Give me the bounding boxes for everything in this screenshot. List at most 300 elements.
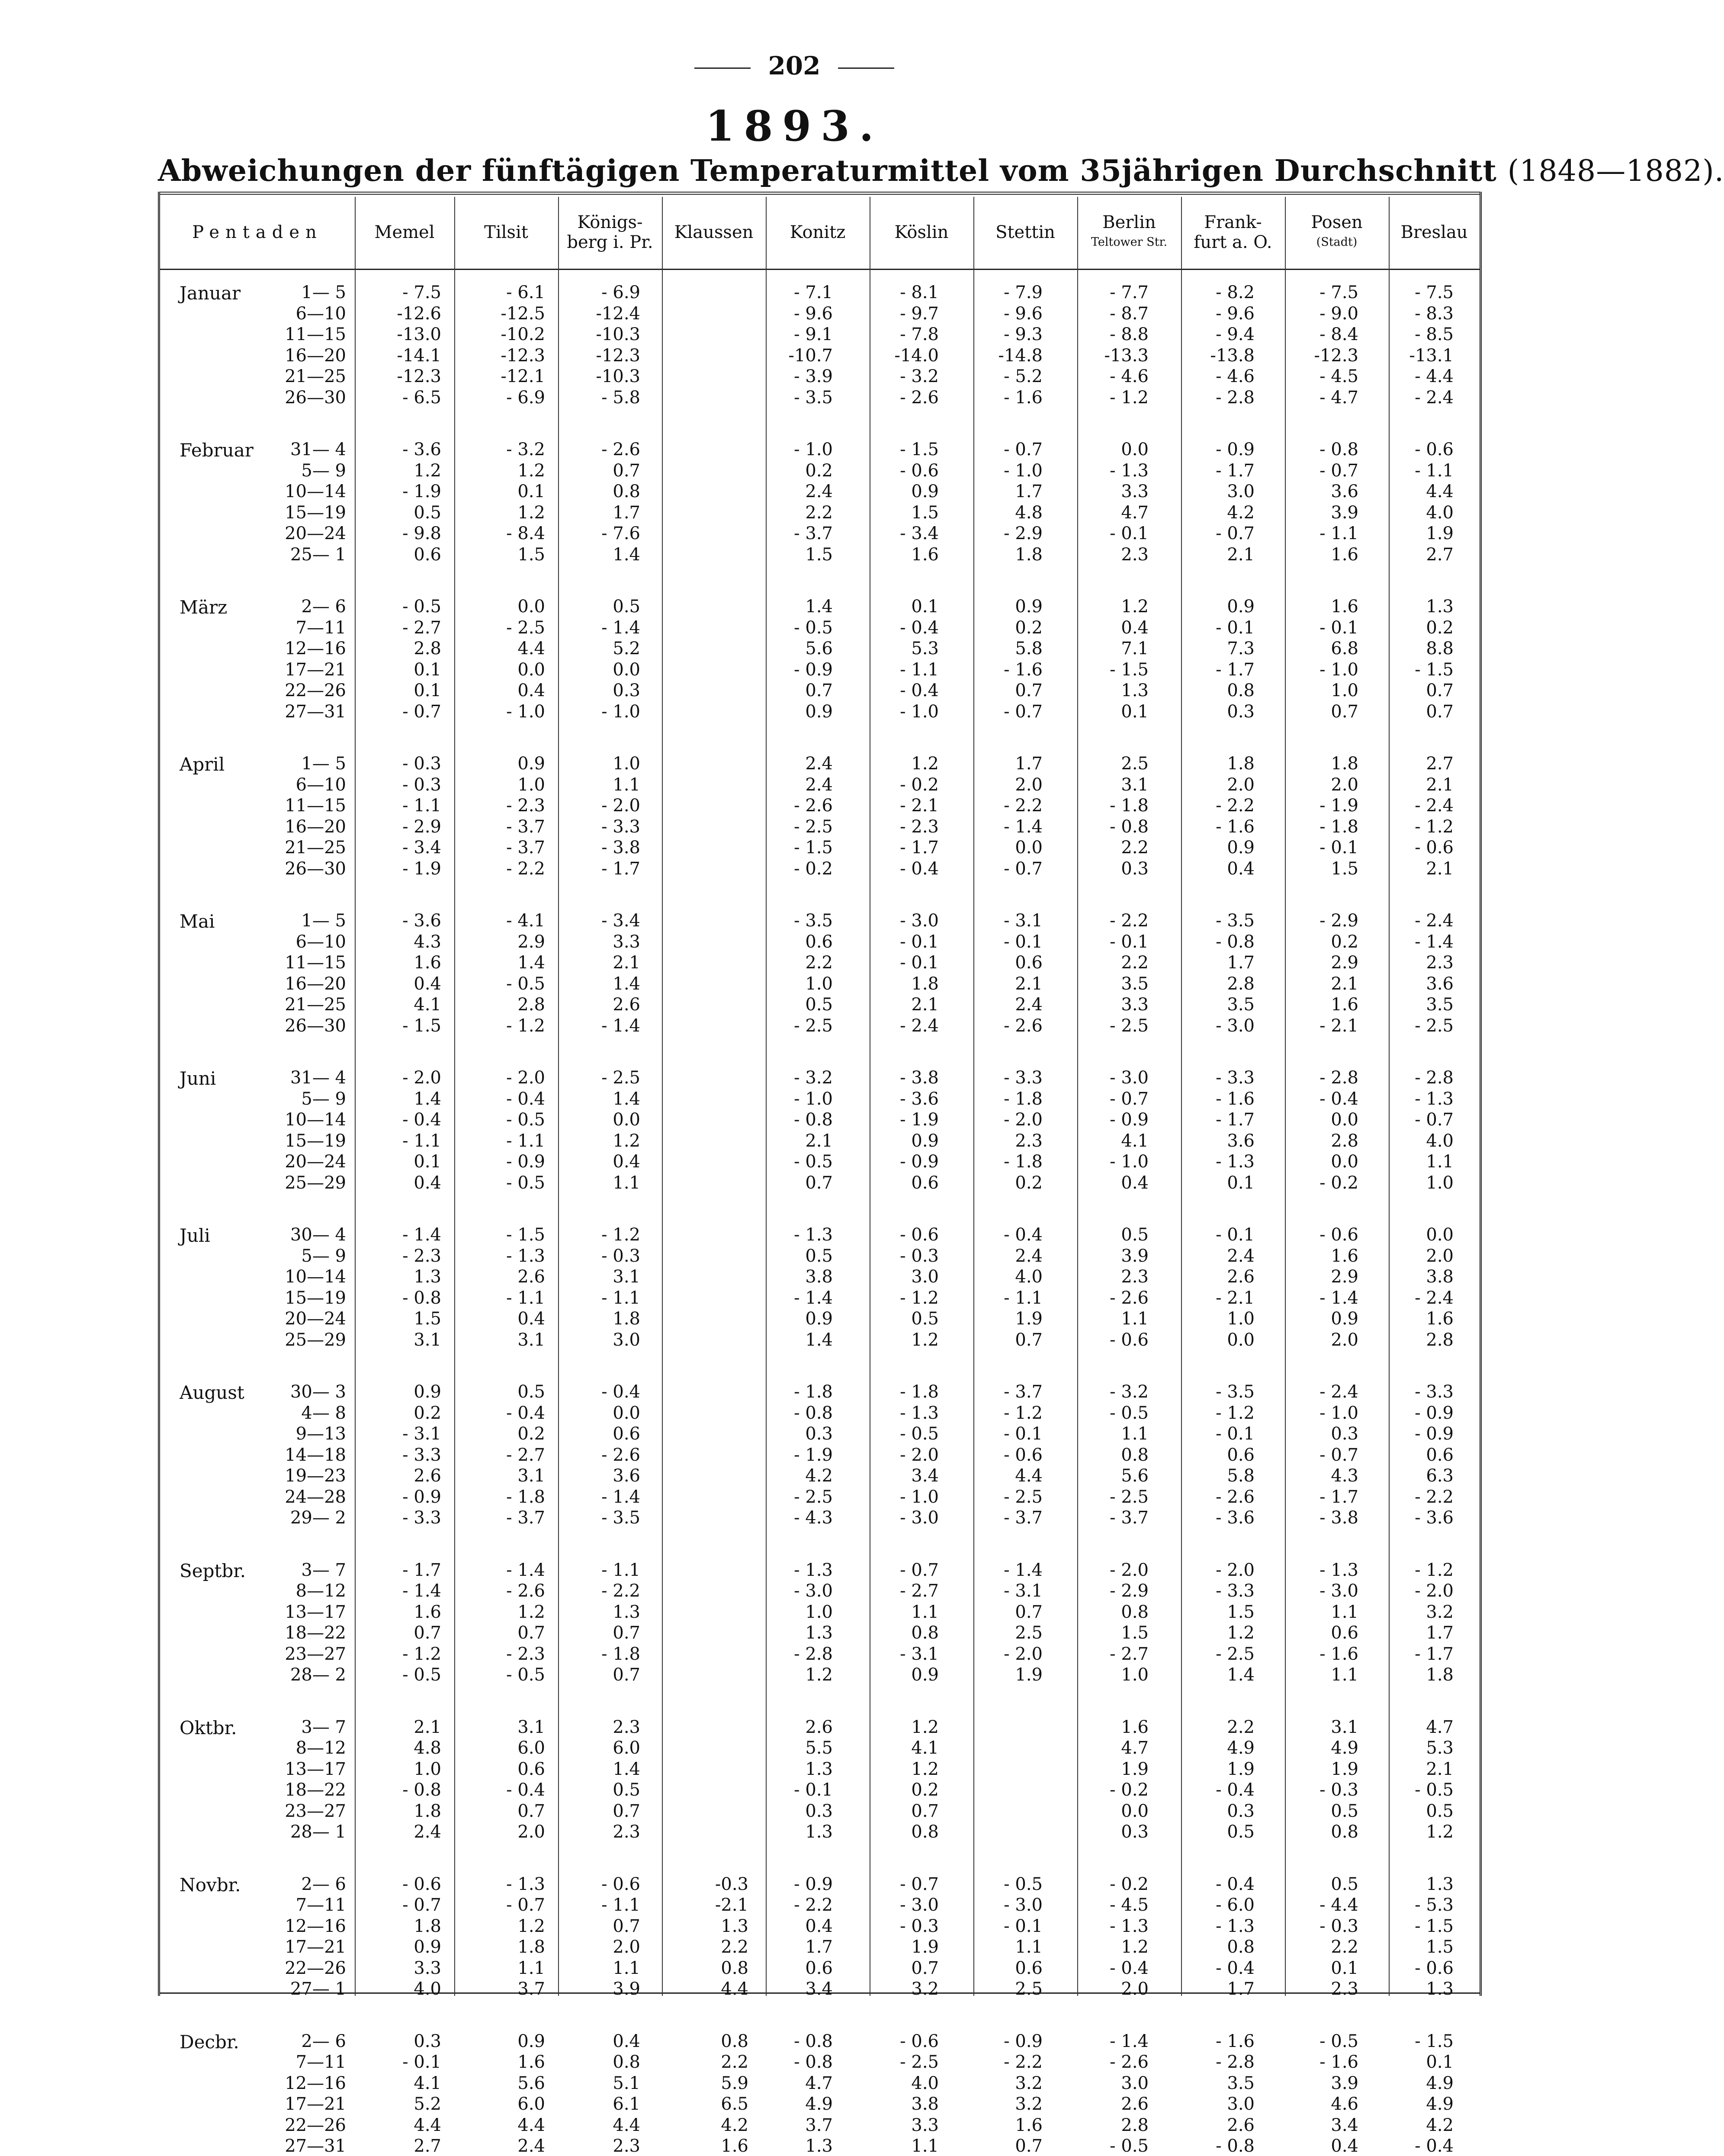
value-cell-breslau: - 0.7	[1415, 1110, 1454, 1130]
value-cell-memel: - 0.1	[402, 2052, 441, 2072]
pentade-label: 11—15	[285, 953, 346, 973]
value-cell-stettin: - 0.1	[1004, 1424, 1043, 1444]
value-cell-konitz: 0.5	[805, 995, 833, 1015]
value-cell-koeslin: 1.6	[911, 544, 939, 565]
value-cell-posen: - 1.3	[1319, 1560, 1358, 1580]
value-cell-breslau: - 3.3	[1415, 1382, 1454, 1402]
value-cell-frankfurt: 1.9	[1227, 1759, 1255, 1779]
value-cell-konitz: 4.2	[805, 1466, 833, 1486]
value-cell-berlin: 2.3	[1121, 544, 1149, 565]
value-cell-posen: 0.0	[1331, 1110, 1358, 1130]
value-cell-koeslin: 1.2	[911, 754, 939, 774]
value-cell-koenigsberg: - 2.6	[601, 1445, 640, 1465]
value-cell-frankfurt: - 0.4	[1216, 1958, 1255, 1978]
value-cell-posen: - 0.3	[1319, 1780, 1358, 1800]
value-cell-koeslin: - 1.8	[900, 1382, 939, 1402]
value-cell-frankfurt: - 0.9	[1216, 440, 1255, 459]
value-cell-koenigsberg: 0.8	[613, 2052, 640, 2072]
value-cell-tilsit: 0.6	[517, 1759, 545, 1779]
value-cell-posen: - 1.6	[1319, 1644, 1358, 1664]
value-cell-posen: - 2.9	[1319, 911, 1358, 931]
value-cell-stettin: - 1.2	[1004, 1403, 1043, 1423]
value-cell-konitz: 2.4	[805, 754, 833, 774]
value-cell-posen: - 2.4	[1319, 1382, 1358, 1402]
value-cell-konitz: 0.9	[805, 701, 833, 722]
pentade-label: 10—14	[285, 1267, 346, 1287]
value-cell-konitz: - 0.9	[794, 1874, 833, 1894]
value-cell-frankfurt: - 9.6	[1216, 303, 1255, 324]
value-cell-stettin: 2.0	[1015, 774, 1043, 795]
value-cell-breslau: 2.8	[1426, 1330, 1454, 1350]
value-cell-tilsit: - 0.5	[506, 1110, 545, 1130]
value-cell-konitz: - 7.1	[794, 283, 833, 302]
value-cell-breslau: - 4.4	[1415, 366, 1454, 386]
pentade-label: 10—14	[285, 482, 346, 501]
value-cell-stettin: - 2.2	[1004, 2052, 1043, 2072]
value-cell-memel: 0.9	[414, 1382, 441, 1402]
value-cell-konitz: - 1.8	[794, 1382, 833, 1402]
value-cell-breslau: 1.5	[1426, 1937, 1454, 1957]
value-cell-berlin: - 1.3	[1110, 460, 1149, 481]
value-cell-frankfurt: - 3.0	[1216, 1015, 1255, 1036]
pentade-label: 6—10	[295, 303, 346, 324]
value-cell-frankfurt: 2.6	[1227, 1267, 1255, 1287]
value-cell-posen: - 1.1	[1319, 524, 1358, 543]
value-cell-koenigsberg: - 3.3	[601, 816, 640, 837]
value-cell-breslau: - 1.4	[1415, 932, 1454, 952]
value-cell-stettin: 0.9	[1015, 597, 1043, 617]
value-cell-berlin: - 2.0	[1110, 1560, 1149, 1580]
value-cell-konitz: 0.5	[805, 1246, 833, 1266]
pentade-label: 5— 9	[301, 1089, 346, 1109]
value-cell-stettin: 0.7	[1015, 1602, 1043, 1622]
value-cell-tilsit: - 1.2	[506, 1015, 545, 1036]
value-cell-konitz: 1.2	[805, 1665, 833, 1685]
value-cell-konitz: - 3.5	[794, 387, 833, 408]
value-cell-koenigsberg: - 7.6	[601, 524, 640, 543]
page-number	[0, 51, 1589, 80]
value-cell-frankfurt: 2.0	[1227, 774, 1255, 795]
value-cell-breslau: - 2.8	[1415, 1068, 1454, 1088]
value-cell-frankfurt: 0.0	[1227, 1330, 1255, 1350]
pentade-label: 21—25	[285, 838, 346, 858]
column-divider	[766, 197, 767, 1996]
pentade-label: 31— 4	[290, 440, 346, 459]
value-cell-berlin: - 1.0	[1110, 1152, 1149, 1172]
value-cell-koeslin: - 1.2	[900, 1288, 939, 1308]
value-cell-klaussen: 0.8	[721, 2031, 748, 2051]
pentade-label: 23—27	[285, 1644, 346, 1664]
value-cell-berlin: - 4.5	[1110, 1895, 1149, 1915]
value-cell-berlin: 0.0	[1121, 440, 1149, 459]
pentade-label: 26—30	[285, 387, 346, 408]
value-cell-berlin: 0.4	[1121, 1173, 1149, 1193]
value-cell-stettin: - 1.1	[1004, 1288, 1043, 1308]
value-cell-koenigsberg: 1.8	[613, 1309, 640, 1329]
value-cell-stettin: 0.2	[1015, 1173, 1043, 1193]
column-header-stettin	[973, 200, 1077, 264]
pentade-label: 9—13	[295, 1424, 346, 1444]
value-cell-posen: 3.9	[1331, 2073, 1358, 2093]
value-cell-stettin: - 3.1	[1004, 911, 1043, 931]
value-cell-koenigsberg: - 1.2	[601, 1225, 640, 1245]
value-cell-stettin: 0.6	[1015, 1958, 1043, 1978]
value-cell-stettin: - 3.7	[1004, 1508, 1043, 1528]
value-cell-tilsit: -10.2	[501, 325, 545, 344]
value-cell-memel: 1.6	[414, 953, 441, 973]
value-cell-koenigsberg: 3.9	[613, 1979, 640, 1999]
value-cell-memel: - 3.1	[402, 1424, 441, 1444]
value-cell-tilsit: 0.0	[517, 597, 545, 617]
value-cell-konitz: - 3.9	[794, 366, 833, 386]
value-cell-berlin: - 2.9	[1110, 1581, 1149, 1601]
value-cell-frankfurt: - 3.5	[1216, 1382, 1255, 1402]
value-cell-frankfurt: 2.4	[1227, 1246, 1255, 1266]
value-cell-breslau: 2.7	[1426, 754, 1454, 774]
value-cell-memel: 1.2	[414, 460, 441, 481]
value-cell-tilsit: - 8.4	[506, 524, 545, 543]
value-cell-berlin: 3.3	[1121, 995, 1149, 1015]
pentade-label: 6—10	[295, 774, 346, 795]
value-cell-memel: - 2.0	[402, 1068, 441, 1088]
value-cell-koeslin: - 0.1	[900, 953, 939, 973]
value-cell-koeslin: - 3.4	[900, 524, 939, 543]
pentade-label: 18—22	[285, 1780, 346, 1800]
value-cell-konitz: - 1.0	[794, 440, 833, 459]
value-cell-koeslin: - 1.0	[900, 701, 939, 722]
value-cell-memel: - 1.2	[402, 1644, 441, 1664]
value-cell-memel: - 0.6	[402, 1874, 441, 1894]
month-label: Juli	[180, 1225, 210, 1246]
value-cell-tilsit: - 2.6	[506, 1581, 545, 1601]
value-cell-posen: 6.8	[1331, 639, 1358, 659]
value-cell-tilsit: - 4.1	[506, 911, 545, 931]
value-cell-stettin: - 2.5	[1004, 1487, 1043, 1507]
value-cell-breslau: -13.1	[1409, 345, 1454, 366]
value-cell-tilsit: 0.5	[517, 1382, 545, 1402]
value-cell-tilsit: 6.0	[517, 1738, 545, 1758]
value-cell-memel: - 3.4	[402, 838, 441, 858]
value-cell-frankfurt: - 1.6	[1216, 816, 1255, 837]
value-cell-tilsit: - 1.5	[506, 1225, 545, 1245]
pentade-label: 15—19	[285, 1288, 346, 1308]
value-cell-frankfurt: - 0.1	[1216, 617, 1255, 638]
value-cell-konitz: 5.5	[805, 1738, 833, 1758]
pentade-label: 28— 1	[290, 1822, 346, 1842]
value-cell-posen: - 0.1	[1319, 617, 1358, 638]
value-cell-breslau: - 0.9	[1415, 1424, 1454, 1444]
value-cell-tilsit: - 0.4	[506, 1780, 545, 1800]
value-cell-berlin: 0.1	[1121, 701, 1149, 722]
value-cell-memel: - 2.3	[402, 1246, 441, 1266]
value-cell-breslau: - 0.6	[1415, 440, 1454, 459]
value-cell-tilsit: 0.0	[517, 659, 545, 680]
value-cell-konitz: 1.0	[805, 974, 833, 994]
pentade-label: 20—24	[285, 1309, 346, 1329]
value-cell-koenigsberg: - 1.1	[601, 1560, 640, 1580]
value-cell-koeslin: 0.8	[911, 1623, 939, 1643]
value-cell-tilsit: - 0.4	[506, 1089, 545, 1109]
value-cell-konitz: 0.6	[805, 932, 833, 952]
value-cell-posen: - 4.4	[1319, 1895, 1358, 1915]
pentade-label: 29— 2	[290, 1508, 346, 1528]
value-cell-stettin: 1.7	[1015, 754, 1043, 774]
value-cell-memel: - 0.3	[402, 774, 441, 795]
value-cell-posen: 3.1	[1331, 1717, 1358, 1737]
value-cell-frankfurt: - 2.8	[1216, 387, 1255, 408]
value-cell-stettin: 0.7	[1015, 2136, 1043, 2156]
value-cell-koeslin: - 3.0	[900, 1508, 939, 1528]
column-divider	[973, 197, 974, 1996]
value-cell-koenigsberg: 0.7	[613, 460, 640, 481]
value-cell-berlin: - 1.5	[1110, 659, 1149, 680]
value-cell-posen: 3.4	[1331, 2115, 1358, 2135]
value-cell-memel: 0.1	[414, 681, 441, 700]
value-cell-frankfurt: 0.1	[1227, 1173, 1255, 1193]
value-cell-tilsit: 0.7	[517, 1801, 545, 1821]
value-cell-koenigsberg: 1.1	[613, 774, 640, 795]
value-cell-stettin: - 1.6	[1004, 659, 1043, 680]
value-cell-koeslin: - 3.2	[900, 366, 939, 386]
value-cell-stettin: - 1.8	[1004, 1089, 1043, 1109]
value-cell-konitz: 1.3	[805, 2136, 833, 2156]
pentade-label: 16—20	[285, 345, 346, 366]
value-cell-konitz: - 4.3	[794, 1508, 833, 1528]
value-cell-berlin: - 0.7	[1110, 1089, 1149, 1109]
value-cell-stettin: 1.8	[1015, 544, 1043, 565]
value-cell-posen: 2.1	[1331, 974, 1358, 994]
pentade-label: 1— 5	[301, 911, 346, 931]
pentade-label: 17—21	[285, 1937, 346, 1957]
value-cell-tilsit: 0.1	[517, 482, 545, 501]
value-cell-breslau: - 1.5	[1415, 659, 1454, 680]
value-cell-posen: 1.1	[1331, 1602, 1358, 1622]
value-cell-konitz: 2.4	[805, 774, 833, 795]
value-cell-berlin: - 2.6	[1110, 2052, 1149, 2072]
value-cell-memel: 4.0	[414, 1979, 441, 1999]
column-header-label: Tilsit	[484, 222, 528, 242]
value-cell-koeslin: - 1.5	[900, 440, 939, 459]
value-cell-koenigsberg: - 3.5	[601, 1508, 640, 1528]
value-cell-breslau: 4.7	[1426, 1717, 1454, 1737]
value-cell-koenigsberg: - 3.4	[601, 911, 640, 931]
value-cell-berlin: - 0.8	[1110, 816, 1149, 837]
value-cell-memel: 0.1	[414, 659, 441, 680]
value-cell-konitz: - 0.2	[794, 858, 833, 879]
column-header-label: Stettin	[995, 222, 1055, 242]
value-cell-koenigsberg: 6.0	[613, 1738, 640, 1758]
value-cell-memel: 4.1	[414, 995, 441, 1015]
month-label: August	[180, 1382, 244, 1403]
value-cell-stettin: - 5.2	[1004, 366, 1043, 386]
value-cell-posen: - 4.5	[1319, 366, 1358, 386]
value-cell-stettin: 4.8	[1015, 502, 1043, 523]
column-header-label: Frank- furt a. O.	[1194, 212, 1272, 252]
month-label: Juni	[180, 1068, 216, 1089]
value-cell-koeslin: 4.1	[911, 1738, 939, 1758]
value-cell-koenigsberg: 2.0	[613, 1937, 640, 1957]
value-cell-tilsit: 2.8	[517, 995, 545, 1015]
value-cell-konitz: - 9.6	[794, 303, 833, 324]
value-cell-breslau: 1.0	[1426, 1173, 1454, 1193]
value-cell-tilsit: - 2.3	[506, 796, 545, 816]
page-number-dash-right	[838, 67, 894, 69]
pentade-label: 10—14	[285, 1110, 346, 1130]
value-cell-stettin: - 1.8	[1004, 1152, 1043, 1172]
value-cell-koeslin: 1.1	[911, 2136, 939, 2156]
pentade-label: 17—21	[285, 2094, 346, 2114]
value-cell-koeslin: - 2.6	[900, 387, 939, 408]
value-cell-konitz: - 0.8	[794, 2052, 833, 2072]
value-cell-tilsit: - 6.1	[506, 283, 545, 302]
value-cell-tilsit: 1.2	[517, 1602, 545, 1622]
value-cell-memel: 1.8	[414, 1916, 441, 1936]
value-cell-memel: - 1.1	[402, 796, 441, 816]
value-cell-konitz: - 0.9	[794, 659, 833, 680]
value-cell-berlin: -13.3	[1104, 345, 1149, 366]
value-cell-stettin: 5.8	[1015, 639, 1043, 659]
value-cell-tilsit: - 2.0	[506, 1068, 545, 1088]
value-cell-konitz: 0.7	[805, 1173, 833, 1193]
value-cell-tilsit: 3.1	[517, 1466, 545, 1486]
value-cell-tilsit: - 2.3	[506, 1644, 545, 1664]
value-cell-koenigsberg: 0.0	[613, 659, 640, 680]
value-cell-posen: 0.7	[1331, 701, 1358, 722]
value-cell-koeslin: 3.4	[911, 1466, 939, 1486]
value-cell-breslau: 8.8	[1426, 639, 1454, 659]
value-cell-koenigsberg: - 5.8	[601, 387, 640, 408]
value-cell-memel: 1.0	[414, 1759, 441, 1779]
value-cell-breslau: - 8.5	[1415, 325, 1454, 344]
pentade-label: 14—18	[285, 1445, 346, 1465]
value-cell-berlin: - 7.7	[1110, 283, 1149, 302]
value-cell-memel: - 3.6	[402, 911, 441, 931]
value-cell-konitz: - 2.5	[794, 1487, 833, 1507]
value-cell-stettin: 4.4	[1015, 1466, 1043, 1486]
value-cell-klaussen: 1.6	[721, 2136, 748, 2156]
value-cell-konitz: 3.7	[805, 2115, 833, 2135]
value-cell-tilsit: - 3.7	[506, 838, 545, 858]
value-cell-frankfurt: 1.7	[1227, 1979, 1255, 1999]
month-label: März	[180, 597, 228, 618]
value-cell-posen: - 3.0	[1319, 1581, 1358, 1601]
value-cell-breslau: - 1.2	[1415, 816, 1454, 837]
table-title	[158, 154, 1724, 188]
value-cell-tilsit: 0.7	[517, 1623, 545, 1643]
value-cell-memel: 0.7	[414, 1623, 441, 1643]
value-cell-frankfurt: - 1.6	[1216, 2031, 1255, 2051]
value-cell-posen: - 1.8	[1319, 816, 1358, 837]
value-cell-tilsit: - 3.2	[506, 440, 545, 459]
value-cell-breslau: - 7.5	[1415, 283, 1454, 302]
value-cell-tilsit: -12.1	[501, 366, 545, 386]
value-cell-breslau: - 2.4	[1415, 1288, 1454, 1308]
value-cell-memel: - 0.7	[402, 701, 441, 722]
column-header-label: Memel	[374, 222, 435, 242]
value-cell-koenigsberg: 0.4	[613, 2031, 640, 2051]
value-cell-frankfurt: 3.0	[1227, 482, 1255, 501]
value-cell-konitz: 2.2	[805, 953, 833, 973]
value-cell-berlin: 4.7	[1121, 502, 1149, 523]
value-cell-berlin: 0.5	[1121, 1225, 1149, 1245]
value-cell-frankfurt: - 1.7	[1216, 1110, 1255, 1130]
value-cell-memel: 1.5	[414, 1309, 441, 1329]
value-cell-berlin: 3.5	[1121, 974, 1149, 994]
value-cell-koenigsberg: 2.3	[613, 2136, 640, 2156]
value-cell-memel: 0.9	[414, 1937, 441, 1957]
value-cell-koenigsberg: - 1.0	[601, 701, 640, 722]
page-number-dash-left	[694, 67, 751, 69]
value-cell-frankfurt: - 3.5	[1216, 911, 1255, 931]
pentade-label: 26—30	[285, 1015, 346, 1036]
value-cell-tilsit: - 1.1	[506, 1288, 545, 1308]
column-divider	[1077, 197, 1078, 1996]
value-cell-stettin: 1.9	[1015, 1309, 1043, 1329]
value-cell-memel: - 2.7	[402, 617, 441, 638]
value-cell-koeslin: - 3.6	[900, 1089, 939, 1109]
value-cell-memel: - 1.9	[402, 858, 441, 879]
value-cell-koeslin: - 2.0	[900, 1445, 939, 1465]
value-cell-memel: 1.4	[414, 1089, 441, 1109]
value-cell-tilsit: 0.2	[517, 1424, 545, 1444]
value-cell-stettin: 1.6	[1015, 2115, 1043, 2135]
pentade-label: 17—21	[285, 659, 346, 680]
value-cell-stettin: 0.0	[1015, 838, 1043, 858]
value-cell-koeslin: - 0.9	[900, 1152, 939, 1172]
value-cell-posen: 1.5	[1331, 858, 1358, 879]
value-cell-frankfurt: - 8.2	[1216, 283, 1255, 302]
value-cell-frankfurt: - 0.1	[1216, 1424, 1255, 1444]
value-cell-breslau: 6.3	[1426, 1466, 1454, 1486]
value-cell-berlin: - 0.6	[1110, 1330, 1149, 1350]
pentade-label: 12—16	[285, 639, 346, 659]
pentade-label: 20—24	[285, 1152, 346, 1172]
value-cell-frankfurt: - 0.1	[1216, 1225, 1255, 1245]
value-cell-konitz: - 2.2	[794, 1895, 833, 1915]
value-cell-koeslin: - 1.7	[900, 838, 939, 858]
value-cell-breslau: - 1.5	[1415, 1916, 1454, 1936]
value-cell-posen: 0.9	[1331, 1309, 1358, 1329]
value-cell-konitz: - 3.0	[794, 1581, 833, 1601]
value-cell-posen: 0.2	[1331, 932, 1358, 952]
value-cell-tilsit: -12.5	[501, 303, 545, 324]
value-cell-stettin: - 7.9	[1004, 283, 1043, 302]
value-cell-koenigsberg: 0.0	[613, 1110, 640, 1130]
value-cell-tilsit: 1.5	[517, 544, 545, 565]
pentade-label: 13—17	[285, 1759, 346, 1779]
column-header-label: Pentaden	[192, 222, 323, 242]
value-cell-posen: 2.8	[1331, 1131, 1358, 1151]
value-cell-koenigsberg: - 2.6	[601, 440, 640, 459]
value-cell-breslau: 3.2	[1426, 1602, 1454, 1622]
value-cell-stettin: 1.1	[1015, 1937, 1043, 1957]
value-cell-posen: 0.6	[1331, 1623, 1358, 1643]
column-header-sublabel: Teltower Str.	[1091, 235, 1168, 249]
value-cell-tilsit: - 0.9	[506, 1152, 545, 1172]
pentade-label: 5— 9	[301, 1246, 346, 1266]
value-cell-frankfurt: - 1.2	[1216, 1403, 1255, 1423]
value-cell-posen: 2.2	[1331, 1937, 1358, 1957]
value-cell-koenigsberg: 1.3	[613, 1602, 640, 1622]
value-cell-koeslin: 4.0	[911, 2073, 939, 2093]
pentade-label: 18—22	[285, 1623, 346, 1643]
value-cell-koenigsberg: - 0.3	[601, 1246, 640, 1266]
value-cell-konitz: - 1.5	[794, 838, 833, 858]
value-cell-konitz: 4.9	[805, 2094, 833, 2114]
pentade-label: 27—31	[285, 701, 346, 722]
value-cell-frankfurt: -13.8	[1210, 345, 1255, 366]
value-cell-breslau: - 5.3	[1415, 1895, 1454, 1915]
